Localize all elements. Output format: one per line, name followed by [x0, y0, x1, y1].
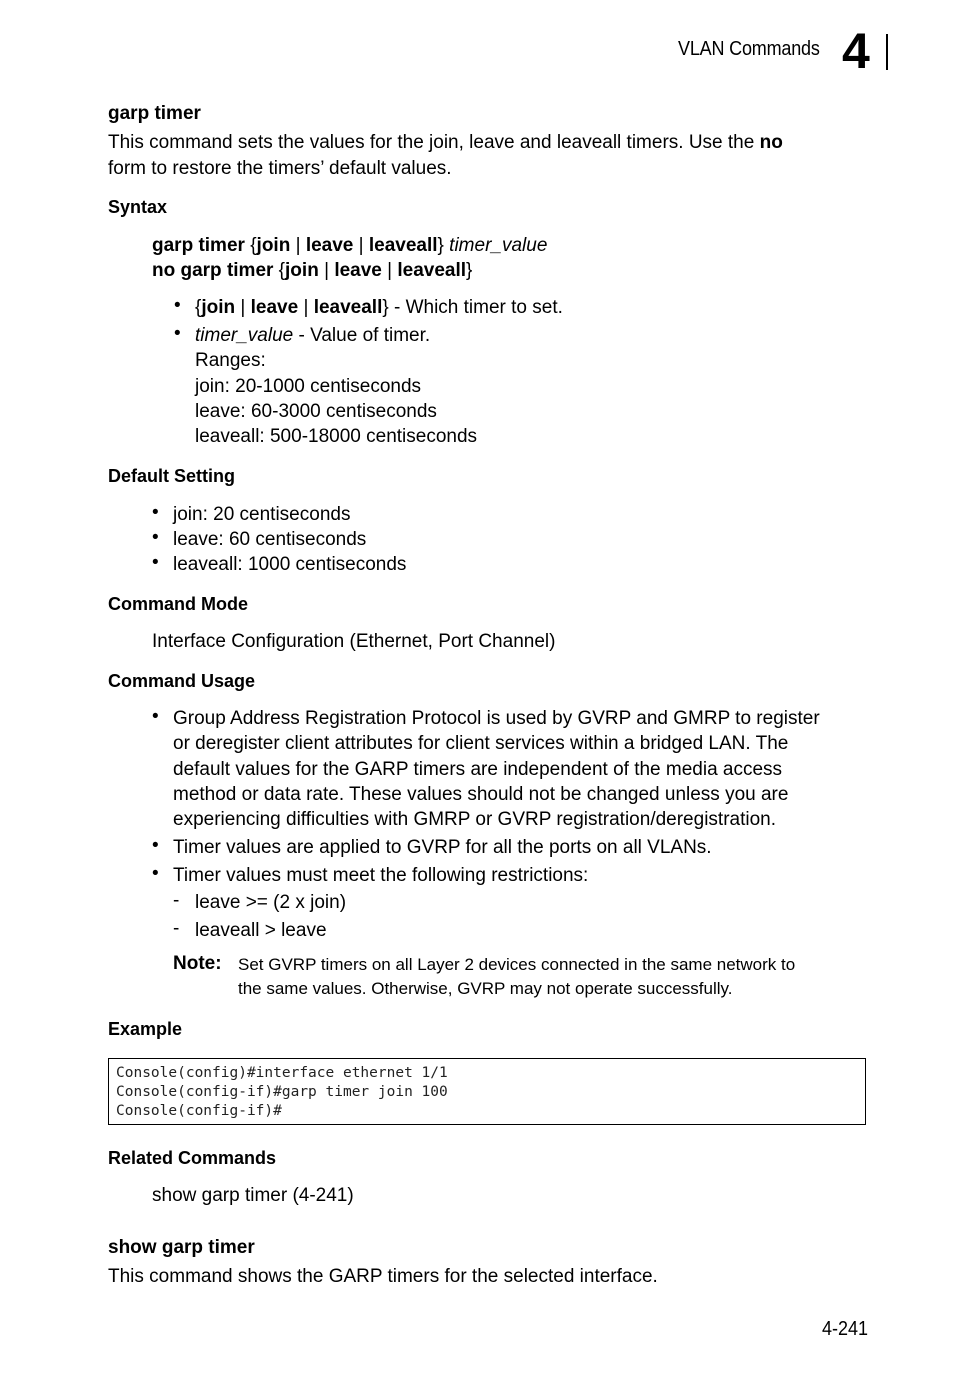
- chapter-bar: [886, 34, 888, 70]
- dash-marker: -: [173, 918, 180, 939]
- command-title: garp timer: [108, 103, 201, 124]
- description-line-2: form to restore the timers’ default values.: [108, 158, 452, 179]
- dash-marker: -: [173, 890, 180, 911]
- related-heading: Related Commands: [108, 1148, 277, 1168]
- example-code-box: [108, 1058, 866, 1125]
- param-timer-value: timer_value - Value of timer.: [195, 325, 431, 346]
- bullet-dot: •: [174, 323, 181, 344]
- description-line-1: This command sets the values for the join, leave and leaveall timers. Use the no: [108, 132, 783, 153]
- bullet-dot: •: [152, 863, 159, 884]
- usage-1-line-1: Group Address Registration Protocol is used by GVRP and GMRP to register: [173, 708, 820, 729]
- mode-heading: Command Mode: [108, 594, 249, 614]
- usage-heading: Command Usage: [108, 671, 256, 691]
- usage-1-line-3: default values for the GARP timers are independent of the media access: [173, 759, 783, 780]
- syntax-heading: Syntax: [108, 197, 168, 217]
- range-leave: leave: 60-3000 centiseconds: [195, 401, 437, 422]
- ranges-label: Ranges:: [195, 350, 266, 371]
- related-command: show garp timer (4-241): [152, 1185, 354, 1206]
- usage-1-line-2: or deregister client attributes for client services within a bridged LAN. The: [173, 733, 789, 754]
- bullet-dot: •: [152, 527, 159, 548]
- default-heading: Default Setting: [108, 466, 236, 486]
- example-heading: Example: [108, 1019, 183, 1039]
- running-header: VLAN Commands: [678, 38, 820, 60]
- usage-1-line-5: experiencing difficulties with GMRP or GVRP registration/deregistration.: [173, 809, 776, 830]
- default-leave: leave: 60 centiseconds: [173, 529, 367, 550]
- default-join: join: 20 centiseconds: [173, 504, 351, 525]
- default-leaveall: leaveall: 1000 centiseconds: [173, 554, 407, 575]
- range-leaveall: leaveall: 500-18000 centiseconds: [195, 426, 478, 447]
- usage-2: Timer values are applied to GVRP for all the ports on all VLANs.: [173, 837, 712, 858]
- bullet-dot: •: [152, 502, 159, 523]
- note-line-1: Set GVRP timers on all Layer 2 devices connected in the same network to: [238, 955, 796, 974]
- usage-3: Timer values must meet the following restrictions:: [173, 865, 589, 886]
- bullet-dot: •: [152, 552, 159, 573]
- description-2: This command shows the GARP timers for the selected interface.: [108, 1266, 658, 1287]
- chapter-number: 4: [842, 23, 870, 79]
- restriction-1: leave >= (2 x join): [195, 892, 347, 913]
- param-timer-type: {join | leave | leaveall} - Which timer to set.: [195, 297, 563, 318]
- syntax-line-1: garp timer {join | leave | leaveall} timer_value: [152, 235, 548, 256]
- bullet-dot: •: [174, 295, 181, 316]
- page-number: 4-241: [822, 1318, 869, 1340]
- range-join: join: 20-1000 centiseconds: [195, 376, 422, 397]
- bullet-dot: •: [152, 835, 159, 856]
- command-mode: Interface Configuration (Ethernet, Port Channel): [152, 631, 556, 652]
- restriction-2: leaveall > leave: [195, 920, 327, 941]
- example-code: Console(config)#interface ethernet 1/1 Console(config-if)#garp timer join 100 Console(config-if)#: [116, 1065, 448, 1119]
- bullet-dot: •: [152, 706, 159, 727]
- syntax-line-2: no garp timer {join | leave | leaveall}: [152, 260, 473, 281]
- note-label: Note:: [173, 953, 222, 974]
- usage-1-line-4: method or data rate. These values should not be changed unless you are: [173, 784, 789, 805]
- command-title-2: show garp timer: [108, 1237, 255, 1258]
- note-line-2: the same values. Otherwise, GVRP may not operate successfully.: [238, 979, 733, 998]
